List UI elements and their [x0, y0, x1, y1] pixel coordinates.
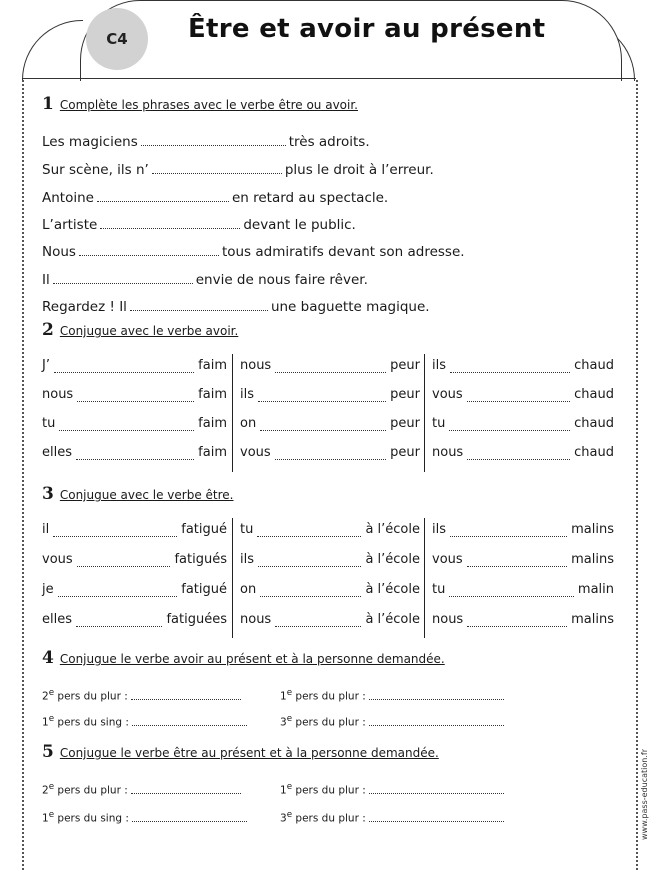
complement: malins [571, 552, 614, 567]
prompt-text: pers du sing : [57, 716, 129, 729]
ex1-line-start: L’artiste [42, 217, 98, 233]
complement: chaud [574, 445, 614, 460]
ex1-line [42, 299, 430, 315]
complement: malins [571, 612, 614, 627]
answer-blank[interactable] [53, 525, 177, 537]
ex5-prompt [280, 782, 507, 797]
prompt-text: pers du plur : [295, 784, 366, 797]
page-title: Être et avoir au présent [188, 14, 546, 44]
answer-blank[interactable] [467, 448, 570, 460]
ex3-cell [42, 552, 227, 567]
column-divider [424, 518, 425, 638]
pronoun: J’ [42, 358, 50, 373]
answer-blank[interactable] [97, 190, 229, 202]
pronoun: nous [240, 612, 272, 627]
ordinal-suffix: e [48, 810, 55, 820]
ex1-line-start: Les magiciens [42, 134, 138, 150]
section-1-heading [42, 94, 358, 114]
ex4-prompt [280, 714, 507, 729]
ex3-cell [240, 552, 420, 567]
ex2-cell [432, 445, 614, 460]
answer-blank[interactable] [275, 615, 361, 627]
answer-blank[interactable] [59, 419, 194, 431]
section-1-number: 1 [42, 94, 54, 114]
answer-blank[interactable] [53, 272, 193, 284]
ex2-cell [432, 416, 614, 431]
pronoun: elles [42, 612, 72, 627]
section-4-number: 4 [42, 648, 54, 668]
person-number: 3 [280, 812, 287, 825]
ex5-prompt [280, 810, 507, 825]
ex4-prompt [280, 688, 507, 703]
ex2-cell [42, 445, 227, 460]
answer-blank[interactable] [467, 615, 567, 627]
ex1-line-end: envie de nous faire rêver. [195, 272, 368, 288]
ex3-cell [42, 522, 227, 537]
answer-blank[interactable] [275, 361, 386, 373]
ex1-line-end: très adroits. [288, 134, 370, 150]
ex1-line-end: tous admiratifs devant son adresse. [221, 244, 465, 260]
pronoun: vous [240, 445, 271, 460]
ex2-cell [432, 387, 614, 402]
pronoun: tu [432, 582, 446, 597]
answer-blank[interactable] [100, 217, 240, 229]
complement: malins [571, 522, 614, 537]
level-badge [86, 8, 148, 70]
answer-blank[interactable] [450, 525, 567, 537]
ex1-line-start: Nous [42, 244, 76, 260]
ex1-line [42, 190, 388, 206]
ex1-line-start: Regardez ! Il [42, 299, 127, 315]
complement: chaud [574, 416, 614, 431]
column-divider [232, 518, 233, 638]
section-3-heading [42, 484, 234, 504]
person-number: 3 [280, 716, 287, 729]
pronoun: vous [432, 552, 463, 567]
section-5-heading [42, 742, 439, 762]
ex2-cell [42, 387, 227, 402]
prompt-text: pers du plur : [295, 812, 366, 825]
ex5-prompt [42, 810, 250, 825]
complement: à l’école [365, 582, 420, 597]
ordinal-suffix: e [48, 714, 55, 724]
ex2-cell [240, 416, 420, 431]
complement: peur [390, 416, 420, 431]
answer-blank[interactable] [467, 555, 567, 567]
answer-blank[interactable] [449, 419, 570, 431]
person-number: 1 [42, 812, 49, 825]
answer-blank[interactable] [257, 525, 361, 537]
pronoun: elles [42, 445, 72, 460]
prompt-text: pers du plur : [57, 784, 128, 797]
pronoun: ils [240, 387, 254, 402]
ex3-cell [240, 582, 420, 597]
person-number: 1 [42, 716, 49, 729]
ex3-cell [42, 582, 227, 597]
section-4-heading [42, 648, 445, 668]
ex3-cell [432, 522, 614, 537]
ex1-line-end: en retard au spectacle. [231, 190, 389, 206]
person-number: 2 [42, 784, 49, 797]
person-number: 2 [42, 690, 49, 703]
answer-blank[interactable] [258, 555, 361, 567]
section-2-label: Conjugue avec le verbe avoir. [59, 324, 239, 338]
section-5-label: Conjugue le verbe être au présent et à la personne demandée. [59, 746, 439, 760]
ex1-line [42, 134, 370, 150]
answer-blank[interactable] [77, 390, 194, 402]
answer-blank[interactable] [76, 448, 194, 460]
ex1-line-end: plus le droit à l’erreur. [284, 162, 434, 178]
pronoun: tu [432, 416, 446, 431]
prompt-text: pers du plur : [295, 690, 366, 703]
ordinal-suffix: e [286, 782, 293, 792]
complement: fatigués [174, 552, 227, 567]
ex2-cell [240, 358, 420, 373]
answer-blank[interactable] [132, 812, 247, 822]
answer-blank[interactable] [152, 162, 282, 174]
answer-blank[interactable] [275, 448, 386, 460]
ex3-grid [42, 518, 617, 640]
answer-blank[interactable] [369, 690, 504, 700]
complement: peur [390, 445, 420, 460]
ex1-line-start: Sur scène, ils n’ [42, 162, 149, 178]
complement: chaud [574, 387, 614, 402]
complement: fatiguées [166, 612, 227, 627]
complement: fatigué [181, 582, 227, 597]
prompt-text: pers du sing : [57, 812, 129, 825]
pronoun: nous [432, 612, 464, 627]
complement: à l’école [365, 552, 420, 567]
pronoun: ils [432, 358, 446, 373]
ex2-cell [42, 358, 227, 373]
frame-top-line [22, 78, 636, 79]
ex1-line [42, 217, 356, 233]
ex4-prompt [42, 688, 244, 703]
ordinal-suffix: e [48, 688, 55, 698]
section-2-heading [42, 320, 238, 340]
answer-blank[interactable] [260, 419, 386, 431]
section-2-number: 2 [42, 320, 54, 340]
ex2-cell [432, 358, 614, 373]
prompt-text: pers du plur : [295, 716, 366, 729]
ex2-cell [240, 387, 420, 402]
pronoun: nous [432, 445, 464, 460]
section-3-label: Conjugue avec le verbe être. [59, 488, 234, 502]
ex1-line-end: devant le public. [243, 217, 356, 233]
answer-blank[interactable] [449, 585, 574, 597]
ex3-cell [432, 612, 614, 627]
person-number: 1 [280, 784, 287, 797]
section-4-label: Conjugue le verbe avoir au présent et à la personne demandée. [59, 652, 445, 666]
answer-blank[interactable] [130, 299, 268, 311]
ex1-line [42, 244, 465, 260]
ordinal-suffix: e [48, 782, 55, 792]
pronoun: nous [42, 387, 74, 402]
person-number: 1 [280, 690, 287, 703]
section-1-label: Complète les phrases avec le verbe être ou avoir. [59, 98, 358, 112]
pronoun: tu [42, 416, 56, 431]
ordinal-suffix: e [286, 810, 293, 820]
ex4-prompt [42, 714, 250, 729]
site-credit-text: www.pass-education.fr [640, 749, 649, 840]
frame-corner-left [22, 20, 83, 81]
prompt-text: pers du plur : [57, 690, 128, 703]
answer-blank[interactable] [450, 361, 570, 373]
complement: chaud [574, 358, 614, 373]
ordinal-suffix: e [286, 714, 293, 724]
answer-blank[interactable] [76, 615, 162, 627]
answer-blank[interactable] [369, 784, 504, 794]
ex1-line-end: une baguette magique. [270, 299, 430, 315]
pronoun: on [240, 416, 257, 431]
answer-blank[interactable] [141, 134, 286, 146]
answer-blank[interactable] [77, 555, 171, 567]
ex3-cell [432, 582, 614, 597]
complement: faim [198, 445, 227, 460]
answer-blank[interactable] [58, 585, 178, 597]
pronoun: je [42, 582, 54, 597]
pronoun: il [42, 522, 50, 537]
ex3-cell [42, 612, 227, 627]
ex1-line-start: Il [42, 272, 50, 288]
pronoun: nous [240, 358, 272, 373]
answer-blank[interactable] [369, 812, 504, 822]
pronoun: ils [432, 522, 446, 537]
answer-blank[interactable] [258, 390, 386, 402]
ex3-cell [240, 612, 420, 627]
answer-blank[interactable] [131, 784, 241, 794]
answer-blank[interactable] [131, 690, 241, 700]
ex2-cell [42, 416, 227, 431]
ordinal-suffix: e [286, 688, 293, 698]
complement: à l’école [365, 612, 420, 627]
answer-blank[interactable] [467, 390, 570, 402]
answer-blank[interactable] [79, 244, 219, 256]
pronoun: tu [240, 522, 254, 537]
ex1-line [42, 272, 368, 288]
complement: peur [390, 387, 420, 402]
complement: faim [198, 416, 227, 431]
ex1-line [42, 162, 434, 178]
pronoun: on [240, 582, 257, 597]
complement: fatigué [181, 522, 227, 537]
ex3-cell [432, 552, 614, 567]
section-3-number: 3 [42, 484, 54, 504]
section-5-number: 5 [42, 742, 54, 762]
answer-blank[interactable] [260, 585, 361, 597]
answer-blank[interactable] [369, 716, 504, 726]
level-badge-text: C4 [106, 30, 128, 48]
answer-blank[interactable] [132, 716, 247, 726]
complement: faim [198, 358, 227, 373]
complement: faim [198, 387, 227, 402]
ex1-line-start: Antoine [42, 190, 94, 206]
column-divider [424, 354, 425, 472]
ex3-cell [240, 522, 420, 537]
complement: peur [390, 358, 420, 373]
pronoun: ils [240, 552, 254, 567]
site-credit [640, 740, 654, 840]
complement: malin [577, 582, 614, 597]
answer-blank[interactable] [54, 361, 194, 373]
ex2-cell [240, 445, 420, 460]
column-divider [232, 354, 233, 472]
pronoun: vous [432, 387, 463, 402]
ex5-prompt [42, 782, 244, 797]
ex2-grid [42, 354, 617, 474]
complement: à l’école [365, 522, 420, 537]
pronoun: vous [42, 552, 73, 567]
